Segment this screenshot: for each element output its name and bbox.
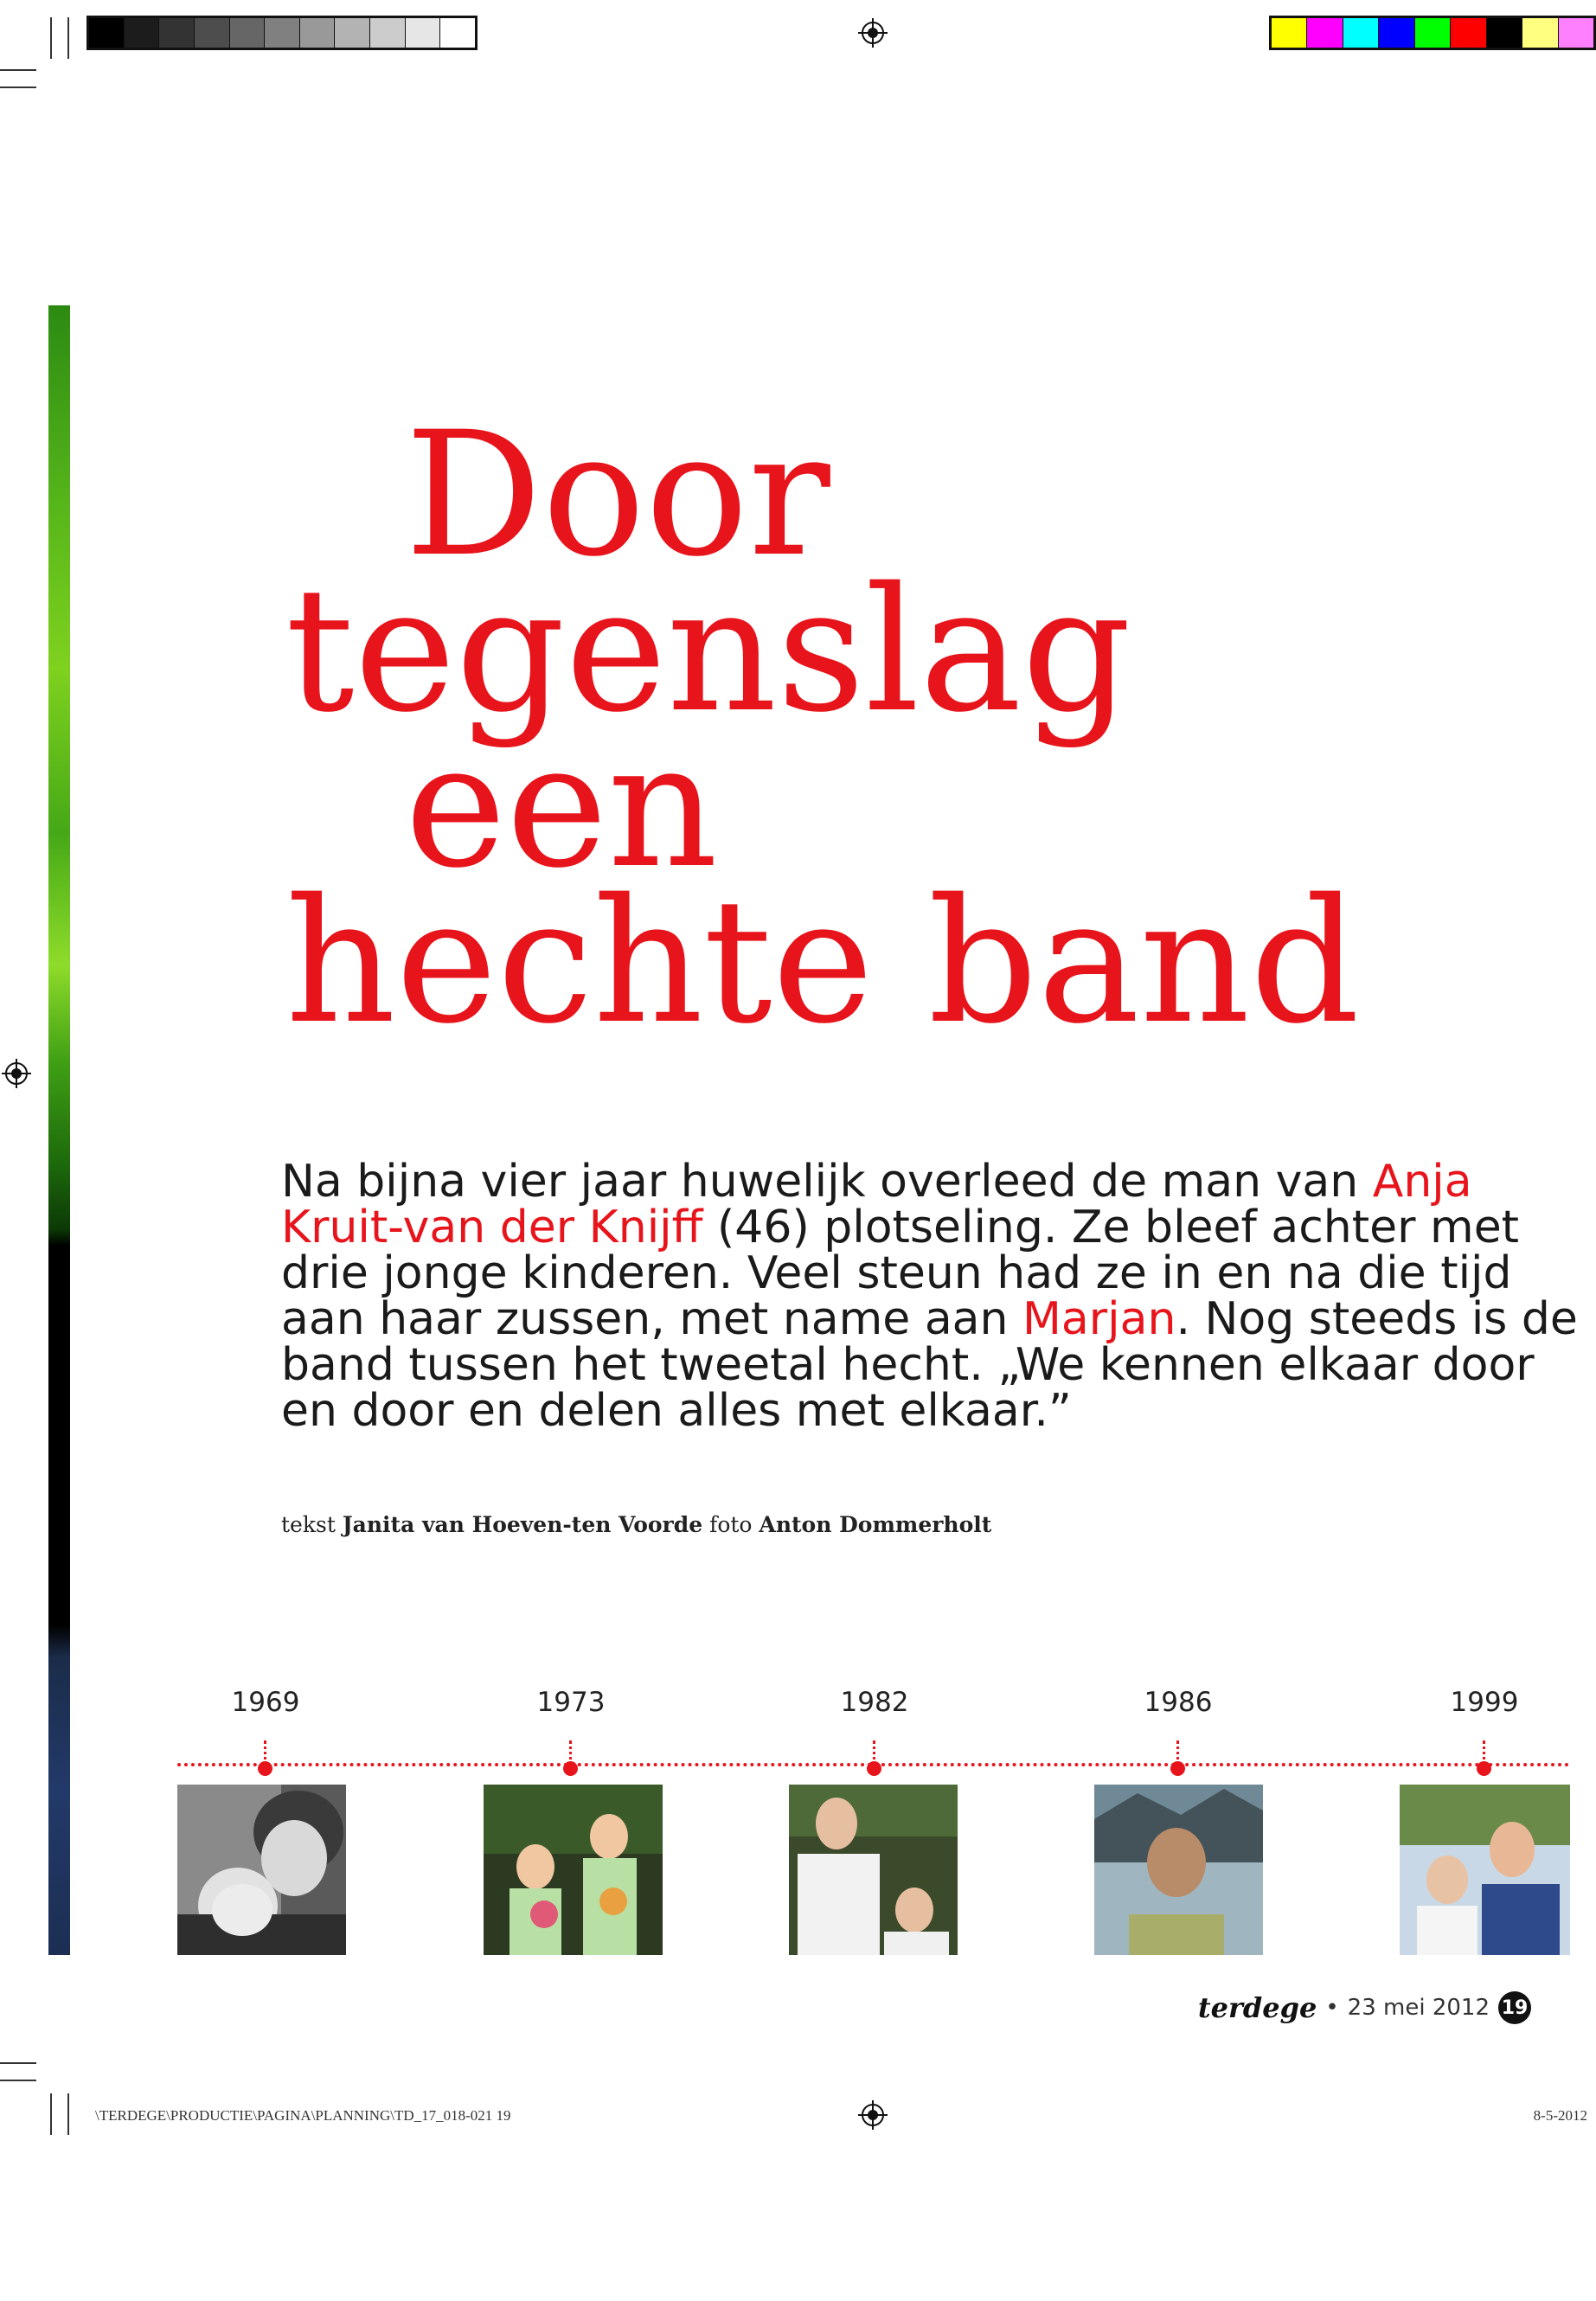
photographer-name: Anton Dommerholt <box>759 1512 992 1537</box>
color-swatch <box>89 18 125 48</box>
headline-line: hechte band <box>285 862 1360 1061</box>
byline: tekst Janita van Hoeven-ten Voorde foto Anton Dommerholt <box>281 1512 992 1537</box>
color-swatch <box>1343 18 1379 48</box>
timeline-point <box>162 1687 369 1718</box>
timeline-dot <box>563 1761 578 1776</box>
intro-line: drie jonge kinderen. Veel steun had ze in en na die tijd <box>281 1247 1512 1299</box>
headline <box>285 394 1410 1061</box>
file-slug: \TERDEGE\PRODUCTIE\PAGINA\PLANNING\TD_17_018-021 19 <box>95 2107 511 2124</box>
photo-1986 <box>1094 1785 1263 1955</box>
magazine-logo: terdege <box>1197 1991 1317 2024</box>
timeline-year: 1999 <box>1450 1687 1519 1718</box>
timeline-point <box>1074 1687 1282 1718</box>
photo-1982 <box>789 1785 958 1955</box>
timeline-year: 1986 <box>1144 1687 1213 1718</box>
photo-1999 <box>1400 1785 1570 1955</box>
page-number: 19 <box>1498 1991 1531 2024</box>
color-swatch <box>1487 18 1522 48</box>
registration-mark-icon <box>2 1059 31 1088</box>
process-color-bar <box>1269 16 1596 50</box>
color-swatch <box>159 18 195 48</box>
separator: • <box>1325 1995 1339 2021</box>
color-swatch <box>230 18 266 48</box>
crop-mark <box>0 2080 36 2081</box>
intro-line: en door en delen alles met elkaar.” <box>281 1385 1072 1437</box>
slug-date: 8-5-2012 <box>1533 2107 1587 2124</box>
timeline-point <box>771 1687 978 1718</box>
decorative-side-bar <box>48 305 70 1955</box>
color-swatch <box>125 18 160 48</box>
publication-date: 23 mei 2012 <box>1347 1995 1490 2021</box>
color-swatch <box>1307 18 1343 48</box>
color-swatch <box>1415 18 1451 48</box>
crop-mark <box>50 2093 52 2135</box>
timeline-dot <box>1170 1761 1185 1776</box>
color-swatch <box>370 18 406 48</box>
timeline-point <box>1381 1687 1588 1718</box>
person-name-highlight: Anja <box>1372 1156 1472 1208</box>
person-name-highlight: Kruit-van der Knijff <box>281 1202 703 1253</box>
color-swatch <box>1451 18 1486 48</box>
crop-mark <box>67 2093 69 2135</box>
color-swatch <box>406 18 441 48</box>
person-name-highlight: Marjan <box>1022 1293 1176 1345</box>
photo-1969 <box>177 1785 346 1955</box>
intro-paragraph <box>281 1156 1578 1437</box>
intro-line: Kruit-van der Knijff (46) plotseling. Ze bleef achter met <box>281 1202 1520 1253</box>
crop-mark <box>0 69 36 71</box>
color-swatch <box>195 18 230 48</box>
registration-mark-icon <box>858 2100 888 2130</box>
timeline-year: 1982 <box>840 1687 909 1718</box>
timeline-dot <box>258 1761 272 1776</box>
headline-line: tegenslag <box>285 550 1131 750</box>
page-footer <box>1198 1991 1531 2024</box>
photo-1973 <box>484 1785 663 1955</box>
gray-color-bar <box>87 16 478 50</box>
timeline-dot <box>1477 1761 1491 1776</box>
color-swatch <box>1522 18 1558 48</box>
intro-line: band tussen het tweetal hecht. „We kennen elkaar door <box>281 1339 1535 1391</box>
timeline-year: 1969 <box>231 1687 300 1718</box>
color-swatch <box>1272 18 1307 48</box>
timeline-point <box>467 1687 675 1718</box>
timeline-dot <box>867 1761 881 1776</box>
crop-mark <box>0 87 36 88</box>
color-swatch <box>335 18 370 48</box>
color-swatch <box>265 18 300 48</box>
author-name: Janita van Hoeven-ten Voorde <box>342 1512 703 1537</box>
color-swatch <box>1559 18 1593 48</box>
crop-mark <box>67 17 69 59</box>
headline-line: Door <box>405 394 830 594</box>
crop-mark <box>0 2062 36 2064</box>
crop-mark <box>50 17 52 59</box>
timeline-year: 1973 <box>536 1687 606 1718</box>
intro-line: Na bijna vier jaar huwelijk overleed de man van Anja <box>281 1156 1472 1208</box>
registration-mark-icon <box>858 18 888 48</box>
intro-line: aan haar zussen, met name aan Marjan. Nog steeds is de <box>281 1293 1578 1345</box>
color-swatch <box>1379 18 1414 48</box>
color-swatch <box>300 18 336 48</box>
headline-line: een <box>405 706 718 906</box>
color-swatch <box>440 18 475 48</box>
